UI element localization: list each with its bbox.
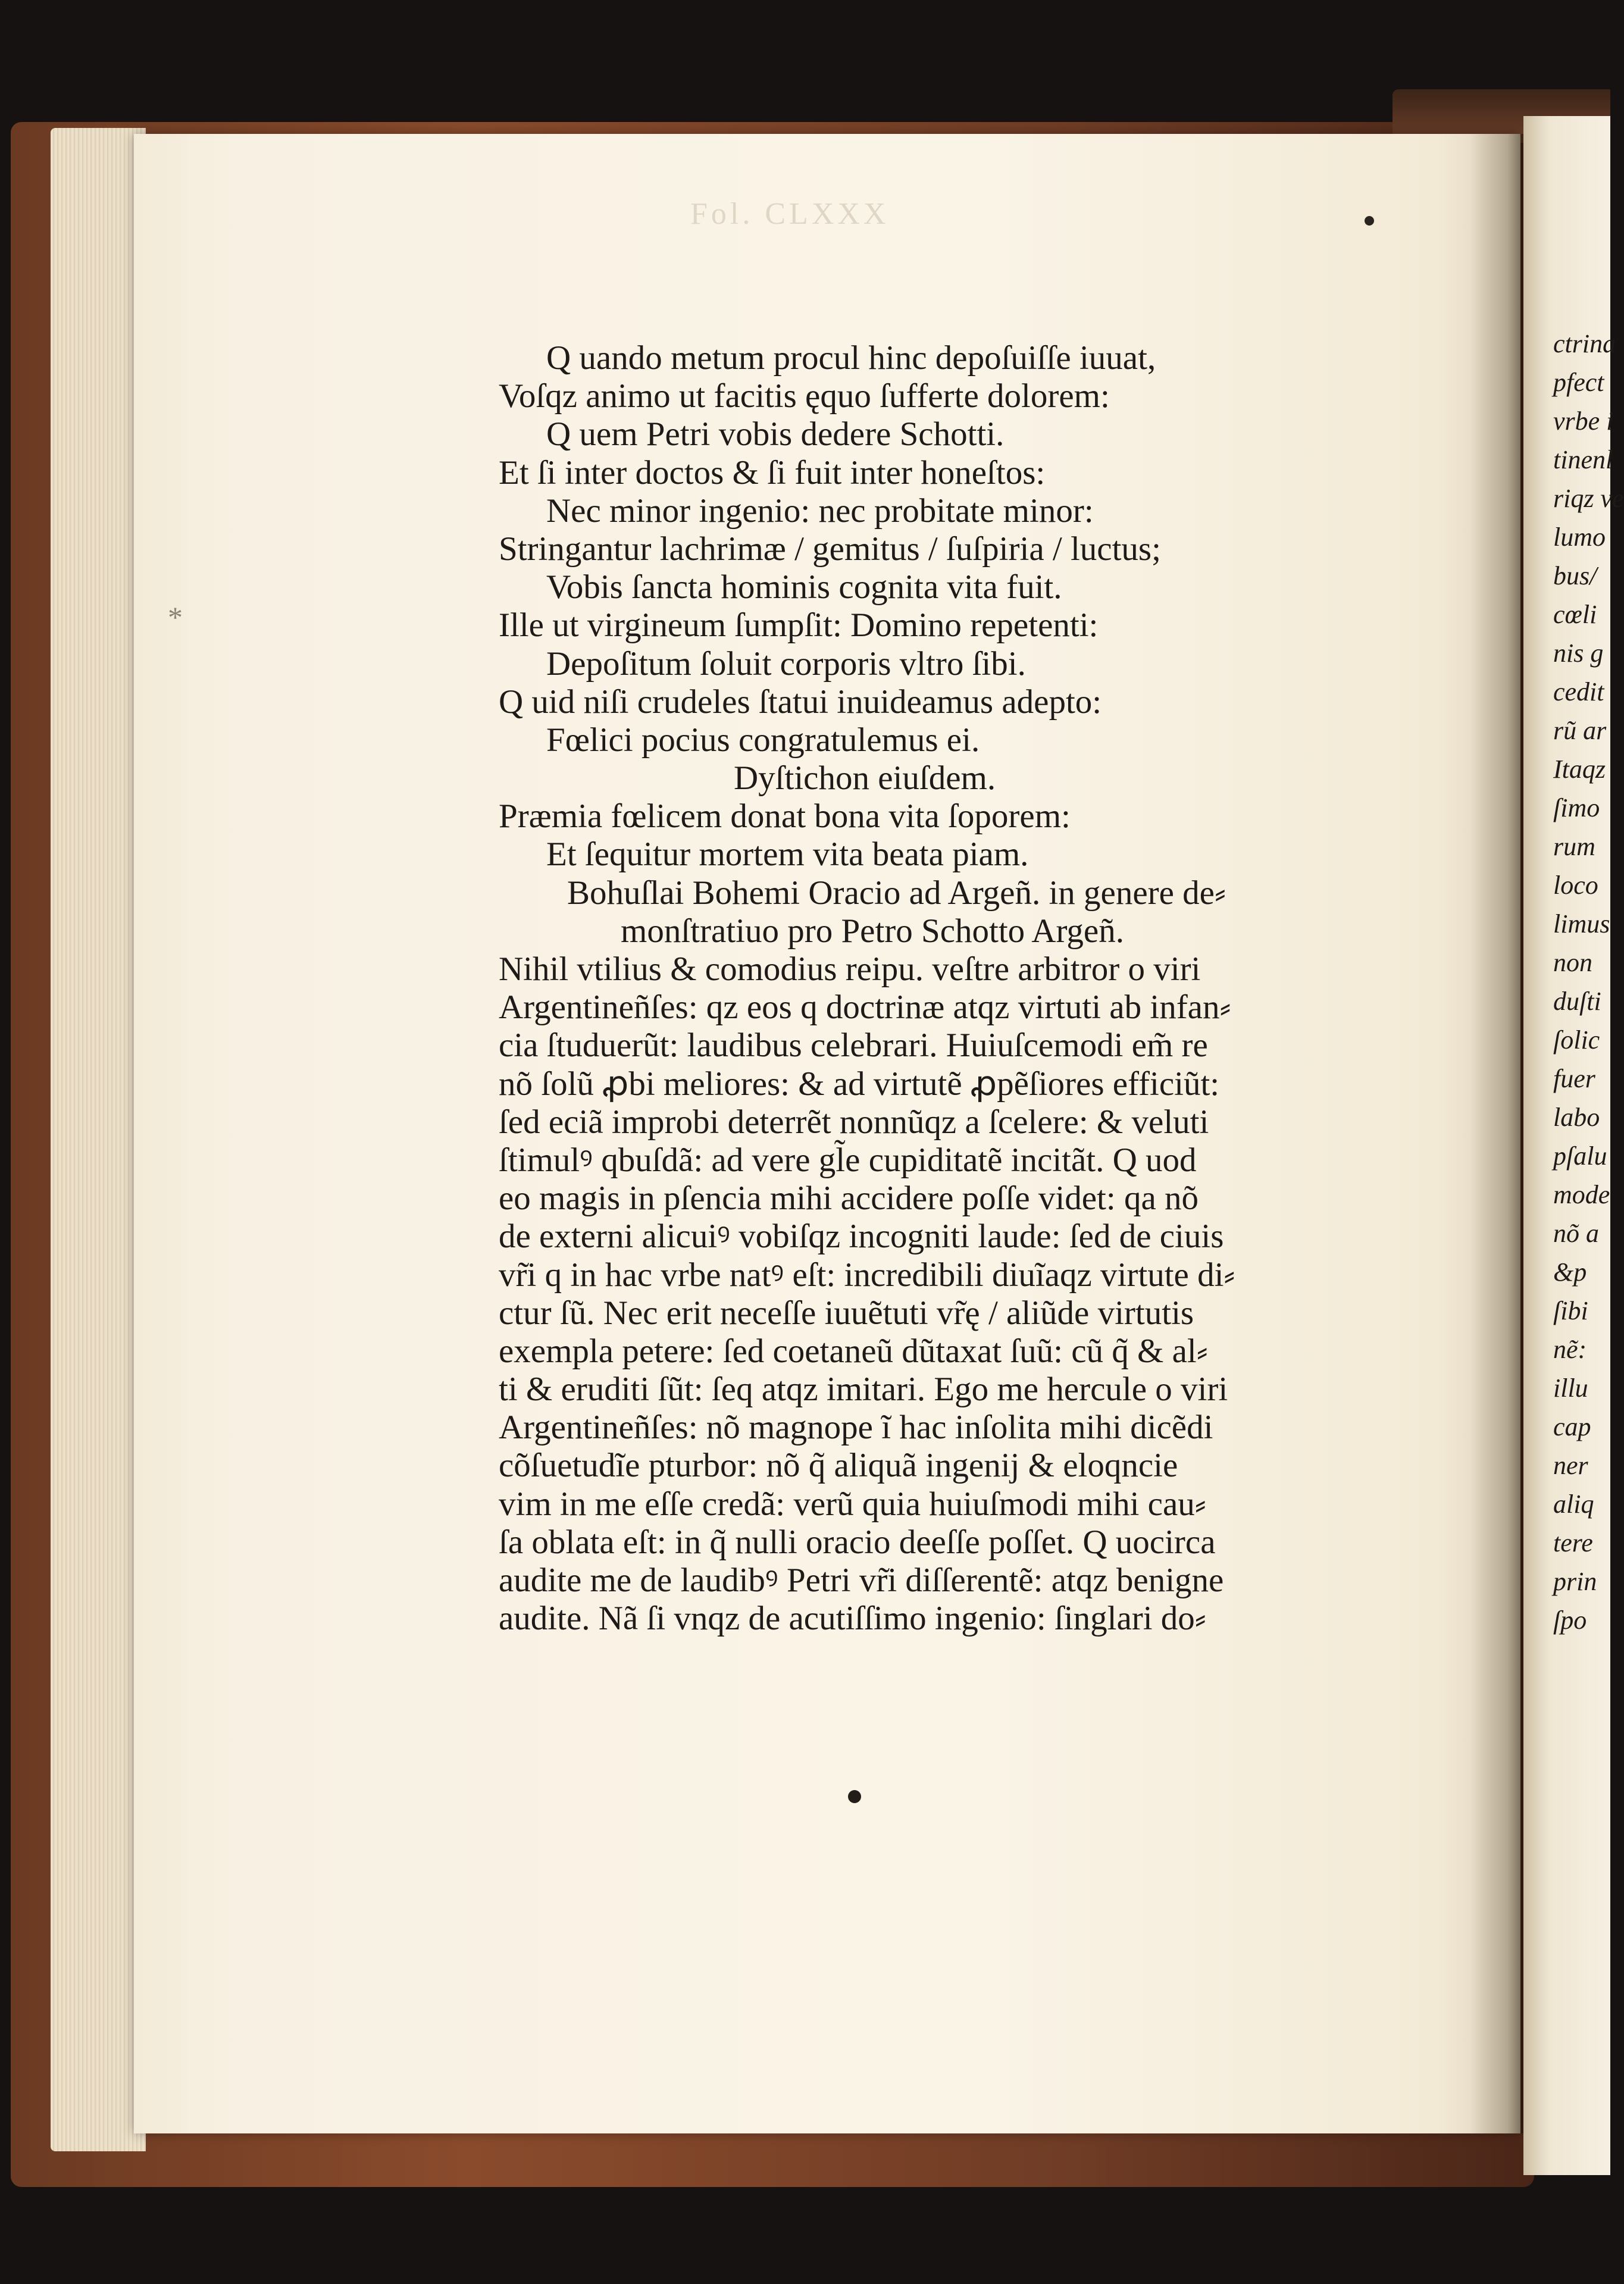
text-line: Et ſi inter doctos & ſi fuit inter honeſtos: [499, 453, 1046, 492]
facing-line-fragment: &p [1553, 1257, 1587, 1287]
facing-line-fragment: lumo [1553, 522, 1606, 552]
text-line: nõ ſolũ ꝓbi meliores: & ad virtutẽ ꝓpẽſiores efficiũt: [499, 1065, 1220, 1103]
ink-dot [1365, 216, 1374, 226]
facing-line-fragment: mode [1553, 1180, 1610, 1209]
text-line: vim in me eſſe credã: verũ quia huiuſmodi mihi cau⸗ [499, 1485, 1206, 1523]
facing-line-fragment: rũ ar [1553, 716, 1607, 745]
facing-line-fragment: nis g [1553, 639, 1604, 668]
facing-line-fragment: illu [1553, 1373, 1588, 1403]
text-line: Et ſequitur mortem vita beata piam. [546, 836, 1029, 874]
text-line: Q uando metum procul hinc depoſuiſſe iuuat, [546, 339, 1156, 377]
text-line: Vobis ſancta hominis cognita vita fuit. [546, 568, 1062, 606]
facing-line-fragment: labo [1553, 1103, 1600, 1132]
text-line: Q uem Petri vobis dedere Schotti. [546, 415, 1005, 453]
facing-line-fragment: aliq [1553, 1490, 1594, 1519]
facing-line-fragment: rum [1553, 832, 1595, 861]
text-line: de externi alicuiꝰ vobiſqz incogniti laude: ſed de ciuis [499, 1218, 1224, 1256]
facing-line-fragment: cap [1553, 1412, 1591, 1441]
facing-line-fragment: Itaqz [1553, 755, 1606, 784]
facing-line-fragment: prin [1553, 1567, 1597, 1596]
text-line: Bohuſlai Bohemi Oracio ad Argeñ. in genere de⸗ [567, 874, 1226, 912]
facing-line-fragment: riqz ve [1553, 484, 1624, 513]
text-line: Præmia fœlicem donat bona vita ſoporem: [499, 797, 1071, 836]
text-line: eo magis in pſencia mihi accidere poſſe videt: qa nõ [499, 1179, 1199, 1218]
text-line: Argentineñſes: qz eos q doctrinæ atqz virtuti ab infan⸗ [499, 988, 1231, 1027]
text-line: Depoſitum ſoluit corporis vltro ſibi. [546, 644, 1026, 683]
text-line: Voſqz animo ut facitis ęquo ſufferte dolorem: [499, 377, 1110, 415]
facing-line-fragment: non [1553, 948, 1592, 977]
text-line: vr̃i q in hac vrbe natꝰ eſt: incredibili diuĩaqz virtute di⸗ [499, 1256, 1235, 1294]
text-line: Q uid niſi crudeles ſtatui inuideamus adepto: [499, 683, 1102, 721]
facing-line-fragment: limus [1553, 909, 1610, 938]
facing-line-fragment: ner [1553, 1451, 1588, 1480]
facing-line-fragment: pfect [1553, 368, 1604, 397]
text-line: ti & eruditi ſũt: ſeq atqz imitari. Ego me hercule o viri [499, 1371, 1228, 1409]
text-line: audite. Nã ſi vnqz de acutiſſimo ingenio: ſinglari do⸗ [499, 1600, 1206, 1638]
page-gutter-shadow [1470, 134, 1523, 2133]
facing-line-fragment: vrbe i [1553, 406, 1614, 436]
facing-line-fragment: duſti [1553, 987, 1601, 1016]
facing-line-fragment: nẽ: [1553, 1335, 1587, 1364]
text-line: Fœlici pocius congratulemus ei. [546, 721, 980, 759]
facing-line-fragment: ctrina [1553, 329, 1616, 358]
facing-line-fragment: ſimo [1553, 793, 1600, 822]
facing-line-fragment: ſolic [1553, 1025, 1600, 1055]
facing-line-fragment: fuer [1553, 1064, 1595, 1093]
facing-line-fragment: pſalu [1553, 1141, 1607, 1171]
text-line: ctur ſũ. Nec erit neceſſe iuuẽtuti vr̃ę / aliũde virtutis [499, 1294, 1194, 1332]
facing-line-fragment: ſibi [1553, 1296, 1588, 1325]
facing-page-text [1553, 324, 1624, 1640]
facing-line-fragment: cedit [1553, 677, 1604, 706]
margin-mark: * [168, 600, 183, 634]
text-line: monſtratiuo pro Petro Schotto Argeñ. [621, 912, 1124, 950]
text-line: ſed eciã improbi deterrẽt nonnũqz a ſcelere: & veluti [499, 1103, 1209, 1141]
text-line: Dyſtichon eiuſdem. [734, 759, 996, 797]
text-line: exempla petere: ſed coetaneũ dũtaxat ſuũ: cũ q̃ & al⸗ [499, 1332, 1208, 1370]
running-head: Fol. CLXXX [690, 197, 890, 231]
text-line: ſtimulꝰ qbuſdã: ad vere gl̃e cupiditatẽ incitãt. Q uod [499, 1141, 1197, 1179]
text-line: cia ſtuduerũt: laudibus celebrari. Huiuſcemodi em̃ re [499, 1027, 1208, 1065]
text-line: Stringantur lachrimæ / gemitus / ſuſpiria / luctus; [499, 530, 1161, 568]
text-block [499, 339, 1350, 1638]
text-line: cõſuetudĩe pturbor: nõ q̃ aliquã ingenij & eloqncie [499, 1447, 1178, 1485]
ink-dot-bottom [848, 1790, 861, 1803]
text-line: audite me de laudibꝰ Petri vr̃i diſſerentẽ: atqz benigne [499, 1562, 1224, 1599]
text-line: Argentineñſes: nõ magnope ĩ hac inſolita mihi dicẽdi [499, 1409, 1213, 1447]
text-line: Nec minor ingenio: nec probitate minor: [546, 492, 1094, 530]
text-line: Ille ut virgineum ſumpſit: Domino repetenti: [499, 606, 1099, 644]
facing-line-fragment: tinenl [1553, 445, 1613, 474]
facing-line-fragment: loco [1553, 871, 1598, 900]
facing-line-fragment: cœli [1553, 600, 1597, 629]
page-edges [51, 128, 146, 2151]
text-line: ſa oblata eſt: in q̃ nulli oracio deeſſe poſſet. Q uocirca [499, 1523, 1216, 1561]
facing-line-fragment: bus/ [1553, 561, 1597, 590]
facing-line-fragment: tere [1553, 1528, 1593, 1557]
facing-line-fragment: ſpo [1553, 1606, 1587, 1635]
facing-line-fragment: nõ a [1553, 1219, 1599, 1248]
text-line: Nihil vtilius & comodius reipu. veſtre arbitror o viri [499, 950, 1201, 988]
